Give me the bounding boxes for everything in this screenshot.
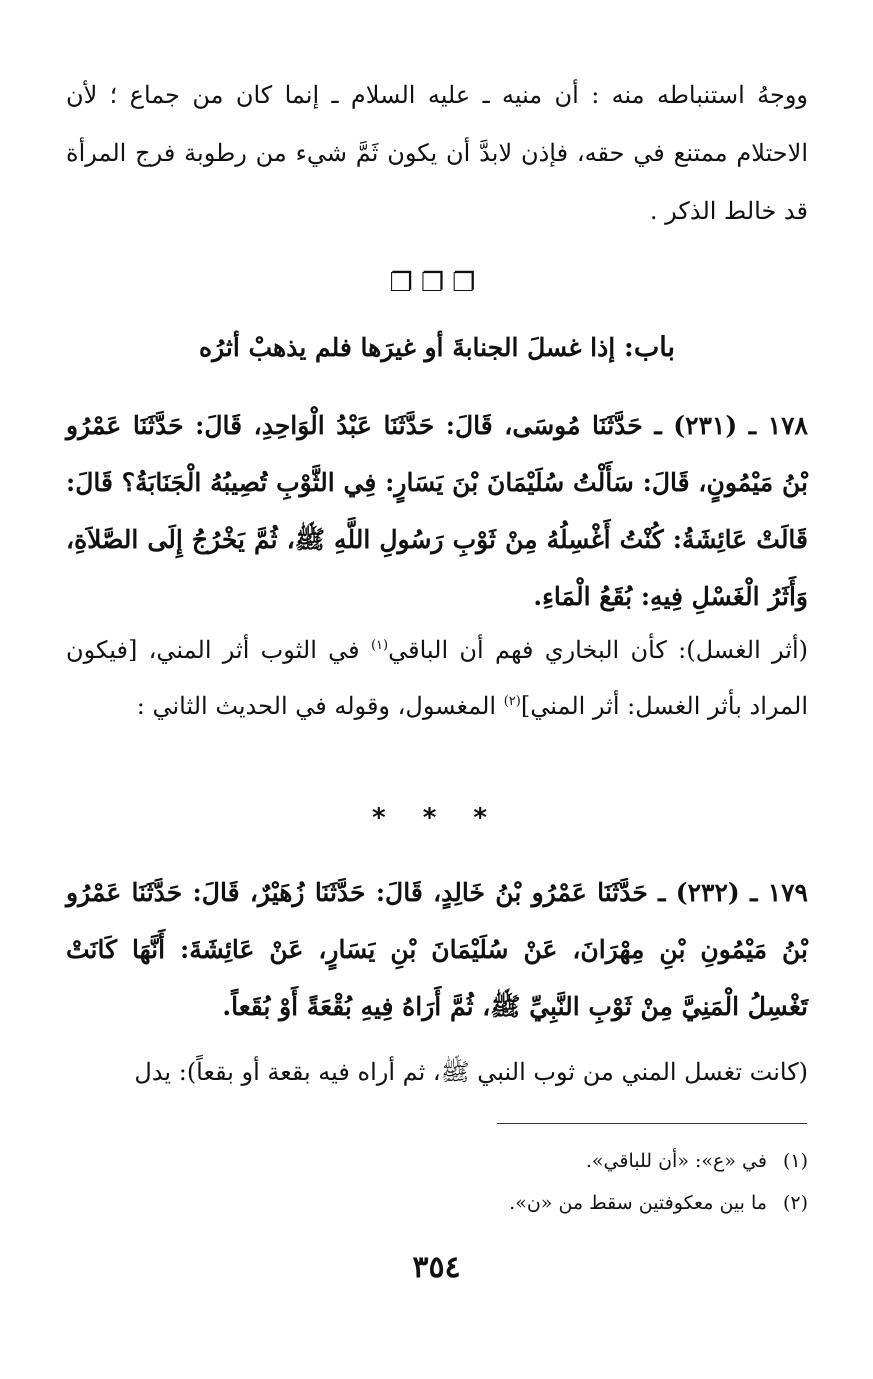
intro-text: ووجهُ استنباطه منه : أن منيه ـ عليه السلام ـ إنما كان من جماع ؛ لأن الاحتلام ممتنع في حقه، فإذن لابدَّ أن يكون ثَمَّ شيء من رطوبة فرج المرأة قد خالط الذكر .	[66, 81, 808, 225]
commentary-178-part-1: (أثر الغسل): كأن البخاري فهم أن الباقي	[388, 636, 808, 664]
chapter-title: إذا غسلَ الجنابةَ أو غيرَها فلم يذهبْ أثرُه	[198, 333, 616, 362]
commentary-178-part-2: في الثوب أثر المني، [فيكون المراد بأثر الغسل: أثر المني]	[66, 636, 808, 720]
commentary-179	[66, 1044, 808, 1100]
footnote-divider	[497, 1123, 807, 1124]
footnote-1-text: في «ع»: «أن للباقي».	[585, 1150, 767, 1172]
commentary-178-text	[66, 622, 808, 734]
hadith-178	[66, 397, 808, 625]
footnote-2-text: ما بين معكوفتين سقط من «ن».	[509, 1192, 767, 1214]
footnote-1-number: (١)	[782, 1150, 808, 1172]
chapter-heading	[66, 332, 808, 363]
footnote-ref-1: (١)	[370, 638, 389, 653]
section-separator-stars: * * *	[372, 803, 501, 833]
section-separator-boxes: ❐❐❐	[389, 268, 484, 298]
commentary-178-part-3: المغسول، وقوله في الحديث الثاني :	[136, 692, 504, 720]
hadith-179-text: ١٧٩ ـ (٢٣٢) ـ حَدَّثَنَا عَمْرُو بْنُ خَالِدٍ، قَالَ: حَدَّثَنَا زُهَيْرٌ، قَالَ: حَدَّثَنَا عَمْرُو بْنُ مَيْمُونِ بْنِ مِهْرَانَ، عَنْ سُلَيْمَانَ بْنِ يَسَارٍ، عَنْ عَائِشَةَ: أَنَّهَا كَانَتْ تَغْسِلُ الْمَنِيَّ مِنْ ثَوْبِ النَّبِيِّ ﷺ، ثُمَّ أَرَاهُ فِيهِ بُقْعَةً أَوْ بُقَعاً.	[66, 878, 808, 1021]
commentary-179-text: (كانت تغسل المني من ثوب النبي ﷺ، ثم أراه فيه بقعة أو بقعاً): يدل	[134, 1058, 808, 1086]
commentary-178	[66, 622, 808, 734]
page-number: ٣٥٤	[412, 1250, 461, 1285]
footnote-1	[66, 1140, 808, 1182]
hadith-178-text: ١٧٨ ـ (٢٣١) ـ حَدَّثَنَا مُوسَى، قَالَ: حَدَّثَنَا عَبْدُ الْوَاحِدِ، قَالَ: حَدَّثَنَا عَمْرُو بْنُ مَيْمُونٍ، قَالَ: سَأَلْتُ سُلَيْمَانَ بْنَ يَسَارٍ: فِي الثَّوْبِ تُصِيبُهُ الْجَنَابَةُ؟ قَالَ: قَالَتْ عَائِشَةُ: كُنْتُ أَغْسِلُهُ مِنْ ثَوْبِ رَسُولِ اللَّهِ ﷺ، ثُمَّ يَخْرُجُ إِلَى الصَّلاَةِ، وَأَثَرُ الْغَسْلِ فِيهِ: بُقَعُ الْمَاءِ.	[66, 411, 808, 611]
footnote-ref-2: (٢)	[503, 694, 521, 709]
footnote-2-number: (٢)	[782, 1192, 808, 1214]
hadith-179	[66, 864, 808, 1035]
footnote-2	[66, 1182, 808, 1224]
footnotes	[66, 1140, 808, 1224]
intro-paragraph	[66, 66, 808, 240]
chapter-lead: باب:	[623, 332, 676, 363]
